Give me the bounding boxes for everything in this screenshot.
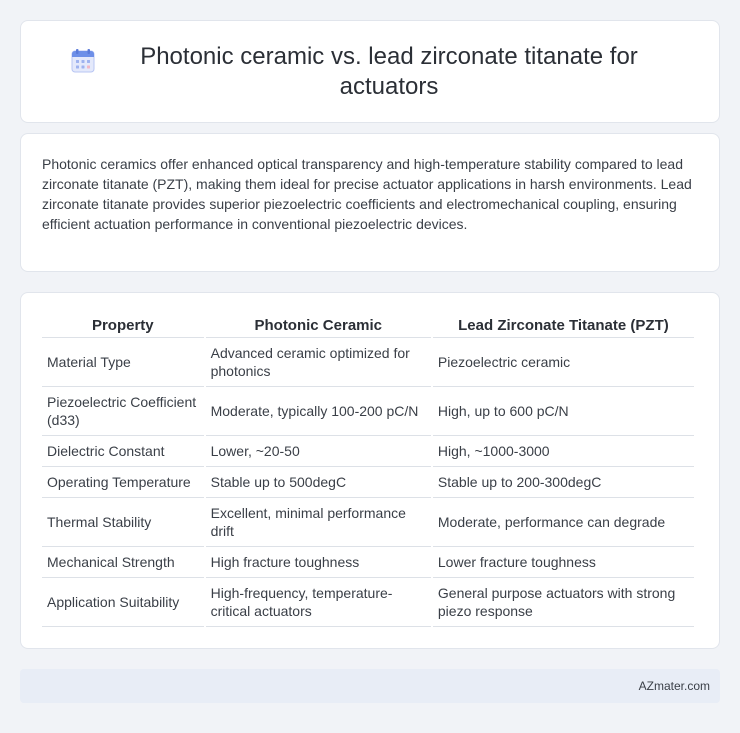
title-wrap bbox=[70, 42, 670, 102]
footer-site-link[interactable]: AZmater.com bbox=[638, 679, 710, 693]
row-pzt-cell: High, up to 600 pC/N bbox=[433, 387, 694, 436]
row-pzt-cell: General purpose actuators with strong piezo response bbox=[433, 578, 694, 627]
row-property-cell: Application Suitability bbox=[42, 578, 204, 627]
row-property-cell: Material Type bbox=[42, 338, 204, 387]
row-property-cell: Mechanical Strength bbox=[42, 547, 204, 578]
row-property-cell: Thermal Stability bbox=[42, 498, 204, 547]
title-card bbox=[20, 20, 720, 123]
header-pzt: Lead Zirconate Titanate (PZT) bbox=[433, 313, 694, 338]
comparison-table-card bbox=[20, 292, 720, 649]
row-photonic-cell: Lower, ~20-50 bbox=[206, 436, 431, 467]
row-photonic-cell: Excellent, minimal performance drift bbox=[206, 498, 431, 547]
row-property-cell: Piezoelectric Coefficient (d33) bbox=[42, 387, 204, 436]
table-row bbox=[42, 547, 694, 578]
header-property: Property bbox=[42, 313, 204, 338]
row-photonic-cell: High fracture toughness bbox=[206, 547, 431, 578]
row-photonic-cell: Moderate, typically 100-200 pC/N bbox=[206, 387, 431, 436]
row-property-cell: Dielectric Constant bbox=[42, 436, 204, 467]
row-property-cell: Operating Temperature bbox=[42, 467, 204, 498]
table-row bbox=[42, 338, 694, 387]
row-pzt-cell: High, ~1000-3000 bbox=[433, 436, 694, 467]
row-photonic-cell: Advanced ceramic optimized for photonics bbox=[206, 338, 431, 387]
table-row bbox=[42, 387, 694, 436]
summary-card bbox=[20, 133, 720, 272]
row-pzt-cell: Piezoelectric ceramic bbox=[433, 338, 694, 387]
header-photonic-ceramic: Photonic Ceramic bbox=[206, 313, 431, 338]
summary-text: Photonic ceramics offer enhanced optical transparency and high-temperature stability compared to lead zirconate titanate (PZT), making them ideal for precise actuator applications in harsh environments. Lead zirconate titanate provides superior piezoelectric coefficients and electromechanical coupling, ensuring efficient actuation performance in conventional piezoelectric devices. bbox=[42, 156, 692, 232]
row-pzt-cell: Moderate, performance can degrade bbox=[433, 498, 694, 547]
row-pzt-cell: Lower fracture toughness bbox=[433, 547, 694, 578]
row-photonic-cell: Stable up to 500degC bbox=[206, 467, 431, 498]
table-row bbox=[42, 498, 694, 547]
page-title: Photonic ceramic vs. lead zirconate titanate for actuators bbox=[140, 42, 638, 100]
table-row bbox=[42, 436, 694, 467]
comparison-table bbox=[40, 313, 696, 627]
table-header-row bbox=[42, 313, 694, 338]
calendar-icon bbox=[70, 48, 96, 74]
table-row bbox=[42, 578, 694, 627]
row-pzt-cell: Stable up to 200-300degC bbox=[433, 467, 694, 498]
row-photonic-cell: High-frequency, temperature-critical actuators bbox=[206, 578, 431, 627]
table-row bbox=[42, 467, 694, 498]
footer bbox=[20, 669, 720, 703]
